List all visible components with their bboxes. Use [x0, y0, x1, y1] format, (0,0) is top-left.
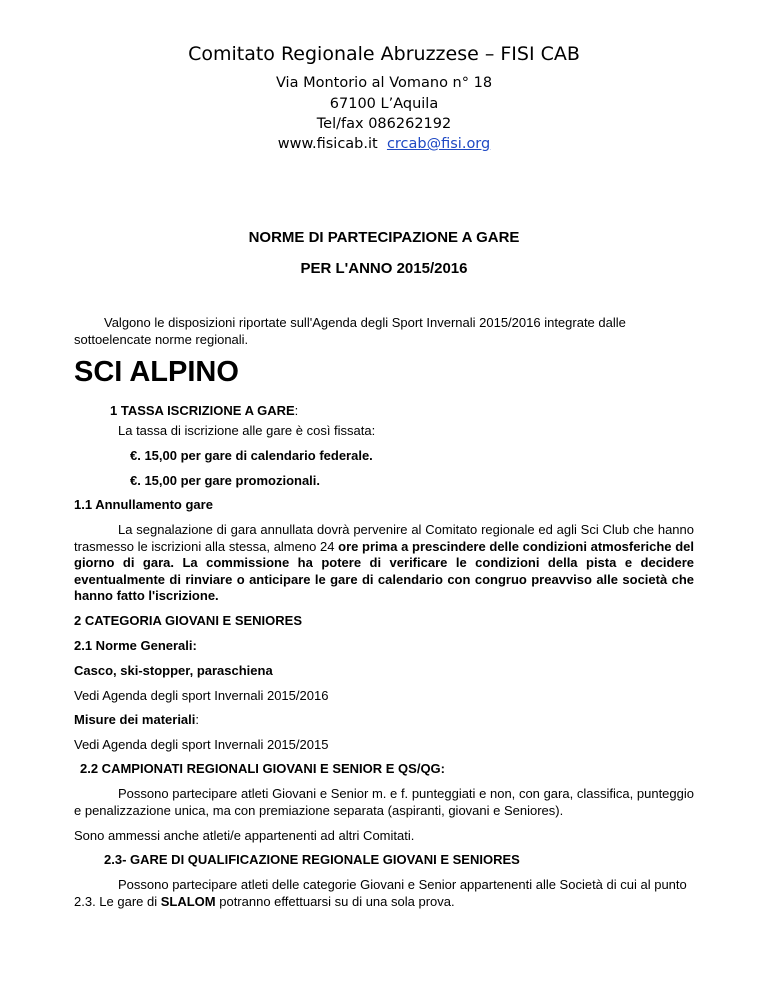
- city-line: 67100 L’Aquila: [329, 96, 439, 112]
- contact-line: [0, 136, 768, 152]
- tassa-text: La tassa di iscrizione alle gare è così fissata:: [118, 423, 376, 438]
- agenda-text-1: Vedi Agenda degli sport Invernali 2015/2016: [74, 688, 329, 703]
- document-title: NORME DI PARTECIPAZIONE A GARE: [248, 229, 520, 246]
- annullamento-bold-text: ore prima a prescindere delle condizioni atmosferiche del giorno di gara. La commissione ha potere di verificare le condizioni della pista e decidere eventualmente di rinviare o anticipare le gare di calendario con congruo preavviso alle società che hanno fatto l'iscrizione.: [74, 538, 694, 603]
- qualificazione-text-b: potranno effettuarsi su di una sola prova.: [215, 893, 455, 909]
- misure-subheading: [74, 712, 199, 729]
- annullamento-text: La segnalazione di gara annullata dovrà pervenire al Comitato regionale ed agli Sci Club che hanno trasmesso le iscrizioni alla stessa, almeno 24: [74, 522, 694, 554]
- address-line: Via Montorio al Vomano n° 18: [275, 75, 493, 91]
- campionati-text: Possono partecipare atleti Giovani e Senior m. e f. punteggiati e non, con gara, classifica, punteggio e penalizzazione unica, ma con premiazione separata (aspiranti, giovani e Seniores).: [74, 786, 694, 818]
- agenda-text-2: Vedi Agenda degli sport Invernali 2015/2015: [74, 737, 329, 752]
- categoria-heading: 2 CATEGORIA GIOVANI E SENIORES: [74, 613, 303, 628]
- website-text: www.fisicab.it: [277, 136, 378, 152]
- tassa-heading-colon: :: [294, 403, 299, 418]
- phone-line: Tel/fax 086262192: [316, 116, 452, 132]
- fee-line-2: €. 15,00 per gare promozionali.: [130, 473, 321, 488]
- norme-generali-heading: 2.1 Norme Generali:: [74, 638, 197, 653]
- email-link[interactable]: crcab@fisi.org: [386, 136, 491, 152]
- tassa-heading-text: 1 TASSA ISCRIZIONE A GARE: [110, 403, 295, 418]
- tassa-heading: [110, 403, 298, 420]
- document-subtitle: PER L'ANNO 2015/2016: [300, 260, 468, 277]
- intro-line-2: sottoelencate norme regionali.: [74, 332, 249, 347]
- organization-name: Comitato Regionale Abruzzese – FISI CAB: [188, 43, 580, 65]
- qualificazione-paragraph: [74, 877, 704, 910]
- campionati-heading: 2.2 CAMPIONATI REGIONALI GIOVANI E SENIOR E QS/QG:: [80, 761, 446, 776]
- annullamento-paragraph: [74, 522, 694, 605]
- misure-colon: :: [195, 712, 200, 727]
- qualificazione-text-a: Possono partecipare atleti delle categorie Giovani e Senior appartenenti alle Società di cui al punto 2.3. Le gare di: [74, 877, 687, 909]
- qualificazione-heading: 2.3- GARE DI QUALIFICAZIONE REGIONALE GIOVANI E SENIORES: [104, 852, 520, 867]
- casco-subheading: Casco, ski-stopper, paraschiena: [74, 663, 273, 678]
- misure-subheading-text: Misure dei materiali: [74, 712, 196, 727]
- annullamento-heading: 1.1 Annullamento gare: [74, 497, 213, 512]
- section-title: SCI ALPINO: [74, 356, 239, 388]
- intro-line-1: Valgono le disposizioni riportate sull'Agenda degli Sport Invernali 2015/2016 integrate dalle: [104, 315, 626, 330]
- slalom-text: SLALOM: [160, 893, 216, 909]
- fee-line-1: €. 15,00 per gare di calendario federale.: [130, 448, 373, 463]
- ammessi-text: Sono ammessi anche atleti/e appartenenti ad altri Comitati.: [74, 828, 415, 843]
